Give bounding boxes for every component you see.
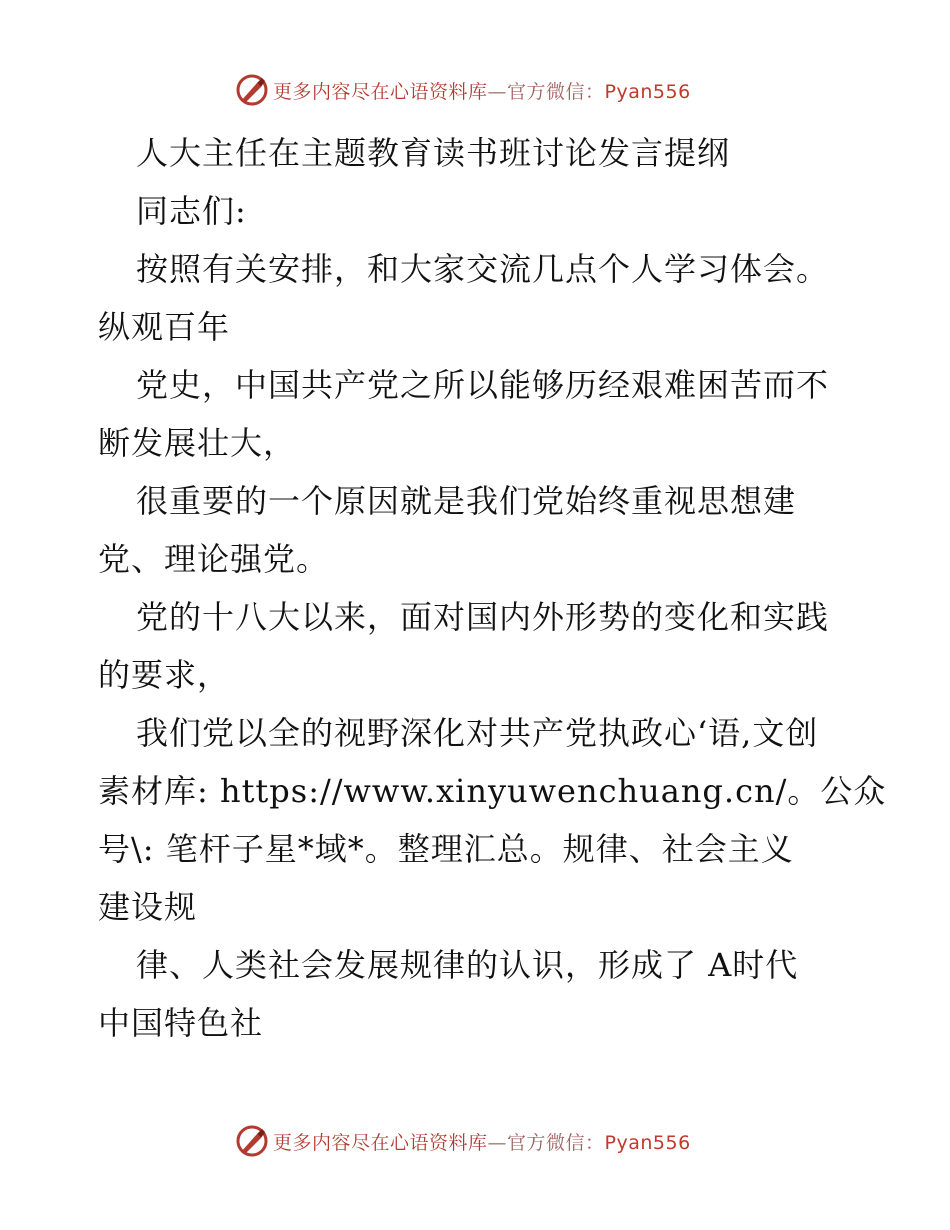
doc-line: 党的十八大以来，面对国内外形势的变化和实践	[136, 598, 830, 636]
doc-line: 按照有关安排，和大家交流几点个人学习体会。	[136, 250, 830, 288]
doc-line: 的要求，	[98, 656, 231, 694]
doc-line: 素材库: https://www.xinyuwenchuang.cn/。公众	[98, 772, 887, 810]
pen-logo-icon	[235, 1124, 269, 1158]
doc-line: 号\: 笔杆子星*域*。整理汇总。规律、社会主义	[98, 830, 794, 868]
doc-line: 中国特色社	[98, 1004, 264, 1042]
footer-banner	[235, 1123, 691, 1159]
header-banner	[235, 72, 691, 108]
banner-wechat-label: 官方微信：	[507, 1131, 605, 1154]
banner-separator: —	[487, 1131, 508, 1154]
doc-line: 律、人类社会发展规律的认识，形成了 A时代	[136, 946, 799, 984]
banner-main: 更多内容尽在心语资料库	[273, 80, 488, 103]
banner-main: 更多内容尽在心语资料库	[273, 1131, 488, 1154]
doc-line: 建设规	[98, 888, 198, 926]
doc-line: 断发展壮大，	[98, 424, 297, 462]
banner-wechat-label: 官方微信：	[507, 80, 605, 103]
doc-line: 我们党以全的视野深化对共产党执政心‘语,文创	[136, 714, 819, 752]
doc-line: 很重要的一个原因就是我们党始终重视思想建	[136, 482, 797, 520]
banner-text	[273, 1128, 691, 1155]
doc-line: 纵观百年	[98, 308, 231, 346]
doc-line: 同志们:	[136, 192, 247, 230]
document-body	[98, 124, 887, 1052]
doc-line: 党、理论强党。	[98, 540, 330, 578]
banner-wechat-id: Pyan556	[604, 80, 691, 103]
pen-logo-icon	[235, 73, 269, 107]
banner-separator: —	[487, 80, 508, 103]
doc-title: 人大主任在主题教育读书班讨论发言提纲	[136, 134, 731, 172]
banner-text	[273, 77, 691, 104]
banner-wechat-id: Pyan556	[604, 1131, 691, 1154]
doc-line: 党史，中国共产党之所以能够历经艰难困苦而不	[136, 366, 830, 404]
